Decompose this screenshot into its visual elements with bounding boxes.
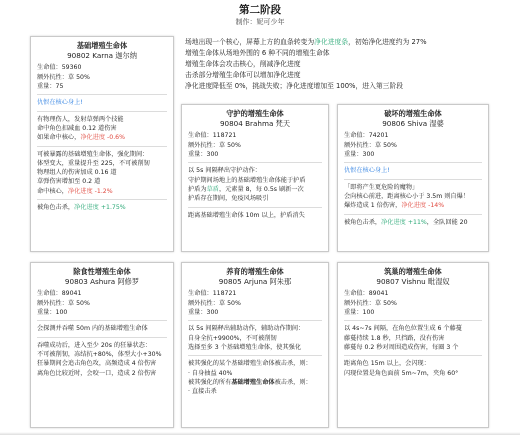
card-title: 守护的增殖生命体 — [226, 109, 284, 118]
intro-line-1: 场地出现一个核心，屏幕上方的血条转变为净化进度条，初始净化进度约为 27% — [185, 38, 427, 46]
desc-line: 狂暴期间会追击角色攻，高频造成 4 倍伤害 — [37, 360, 157, 368]
card-title: 筑巢的增殖生命体 — [384, 267, 442, 276]
stat-hp: 生命值：74201 — [344, 132, 389, 140]
stat-weight: 重量：300 — [188, 151, 219, 159]
divider — [344, 320, 482, 321]
stat-resist: 额外抗性：草 50% — [344, 299, 397, 307]
card-arjuna — [181, 262, 329, 428]
desc-line: 命中角色扣减血 0.12 道伤害 — [37, 124, 117, 132]
intro-line-4: 击杀部分增殖生命体可以增加净化进度 — [185, 71, 301, 79]
desc-line: 藤蔓每 0.2 秒对周围造成伤害，每圈 3 个 — [344, 343, 459, 351]
desc-line: 选择至多 3 个基础增殖生命体，使其强化 — [188, 343, 302, 351]
desc-line: 会向核心前进，距离核心小于 3.5m 则自爆！ — [344, 192, 469, 200]
divider — [188, 207, 322, 208]
stat-weight: 重量：100 — [37, 309, 68, 317]
desc-line: 以 5s 间隔释出辅助动作，辅助动作期间： — [188, 325, 305, 333]
desc-line: 以 4s~7s 间隔，在角色位置生成 6 个藤蔓 — [344, 325, 462, 333]
desc-line: 以 5s 间隔释出守护动作： — [188, 167, 261, 175]
divider — [37, 199, 167, 200]
desc-line: 藤蔓持续 1.8 秒，只挡路，没有伤害 — [344, 334, 445, 342]
desc-line: 如果命中核心，净化进度 -0.6% — [37, 134, 125, 142]
divider — [344, 355, 482, 356]
stat-weight: 重量：300 — [344, 151, 375, 159]
card-title: 基础增殖生命体 — [76, 41, 128, 50]
desc-line: 不可被削韧，冻结抗+80%，体型大小+30% — [37, 350, 162, 358]
desc-line: 会探测并吞噬 50m 内的基础增殖生命体 — [37, 325, 148, 333]
aggro-note: 仇恨在核心身上! — [37, 99, 83, 107]
card-title: 养育的增殖生命体 — [226, 267, 284, 276]
card-title: 破坏的增殖生命体 — [384, 109, 442, 118]
desc-line: 护盾为草盾，元素量 8，每 0.5s 刷新一次 — [188, 185, 304, 193]
desc-line: 有物理伤人，发射草弹两个技能 — [37, 115, 124, 123]
divider — [344, 179, 482, 180]
intro-line-3: 增殖生命体会攻击核心，削减净化进度 — [185, 60, 301, 68]
divider — [344, 214, 482, 215]
stat-hp: 生命值：118721 — [188, 290, 237, 298]
desc-line: 被其强化的所有基础增殖生命体被击杀，则： — [188, 378, 312, 386]
desc-line: 离角色比较近时，会咬一口，造成 2 倍伤害 — [37, 369, 157, 377]
divider — [344, 162, 482, 163]
card-title: 除食性增殖生命体 — [73, 267, 131, 276]
intro-line-5: 净化进度降低至 0%，挑战失败；净化进度增加至 100%，进入第三阶段 — [185, 82, 404, 90]
divider — [188, 320, 322, 321]
stat-hp: 生命值：89041 — [344, 290, 389, 298]
desc-line: 距离基础增殖生命体 10m 以上，护盾消失 — [188, 211, 305, 219]
page-title: 第二阶段 — [239, 4, 281, 16]
desc-line: 可被暴露的基础增殖生命体，强化期间： — [37, 150, 149, 158]
divider — [37, 94, 167, 95]
divider — [37, 111, 167, 112]
stat-resist: 额外抗性：草 50% — [37, 299, 90, 307]
desc-line: 自身全抗+9900%，不可被削韧 — [188, 334, 277, 342]
desc-line: 物理组人的伤害加成 0.16 道 — [37, 169, 117, 177]
card-ashura — [30, 262, 174, 428]
card-subtitle: 90806 Shiva 湿婆 — [382, 118, 444, 128]
stat-weight: 重量：75 — [37, 83, 64, 91]
desc-line: 守护期间场地上的基础增殖生命体能于护盾 — [188, 176, 306, 184]
stat-hp: 生命值：89041 — [37, 290, 82, 298]
card-subtitle: 90805 Arjuna 阿朱那 — [218, 276, 292, 286]
stat-resist: 额外抗性：草 50% — [188, 141, 241, 149]
desc-line: 命中核心，净化进度 -1.2% — [37, 187, 113, 195]
stat-weight: 重量：300 — [188, 309, 219, 317]
desc-line: · 自身抽益 40% — [188, 369, 233, 377]
desc-line: · 直接击杀 — [188, 388, 217, 396]
stage-intro — [185, 37, 515, 92]
stat-resist: 额外抗性：草 50% — [188, 299, 241, 307]
desc-line: 爆炸造成 1 倍伤害，净化进度 -14% — [344, 202, 445, 210]
aggro-note: 仇恨在核心身上! — [344, 167, 390, 175]
stat-resist: 额外抗性：草 50% — [37, 73, 90, 81]
desc-line: 草弹伤害增加至 0.2 道 — [37, 178, 101, 186]
card-subtitle: 90802 Karna 迦尔纳 — [67, 50, 137, 60]
card-karna — [30, 36, 174, 252]
card-shiva — [337, 104, 489, 252]
stat-resist: 额外抗性：草 50% — [344, 141, 397, 149]
desc-line: 被角色击杀，净化进度 +1.75% — [37, 204, 126, 211]
desc-line: 护盾存在期间，免疫风场吸引 — [188, 195, 269, 203]
desc-line: 距离角色 15m 以上，会闪现： — [344, 360, 430, 368]
stat-weight: 重量：100 — [344, 309, 375, 317]
stat-hp: 生命值：59360 — [37, 64, 82, 72]
card-brahma — [181, 104, 329, 252]
desc-line: 被其强化的某个基础增殖生命体被击杀，则： — [188, 360, 312, 368]
card-subtitle: 90807 Vishnu 毗湿奴 — [376, 276, 450, 286]
divider — [37, 320, 167, 321]
card-subtitle: 90804 Brahma 梵天 — [219, 118, 291, 128]
divider — [37, 146, 167, 147]
author-credit: 制作：妮可少年 — [235, 18, 285, 26]
divider — [188, 162, 322, 163]
desc-line: 闪现位置是角色面前 5m~7m，夹角 60° — [344, 369, 459, 377]
card-subtitle: 90803 Ashura 阿修罗 — [64, 276, 140, 286]
divider — [37, 337, 167, 338]
card-vishnu — [337, 262, 489, 428]
desc-line: 「即将产生更危险的魔物」 — [344, 183, 419, 191]
desc-line: 被角色击杀，净化进度 +11%，全队回能 20 — [344, 218, 468, 226]
desc-line: 吞噬成功后，进入至少 20s 的狂暴状态： — [37, 341, 152, 349]
divider — [188, 355, 322, 356]
desc-line: 体型变大，重量提升至 225，不可被削韧 — [37, 159, 150, 167]
intro-line-2: 增殖生命体从场地外围的 6 种不同的增殖生命体 — [185, 49, 330, 57]
stat-hp: 生命值：118721 — [188, 132, 237, 140]
